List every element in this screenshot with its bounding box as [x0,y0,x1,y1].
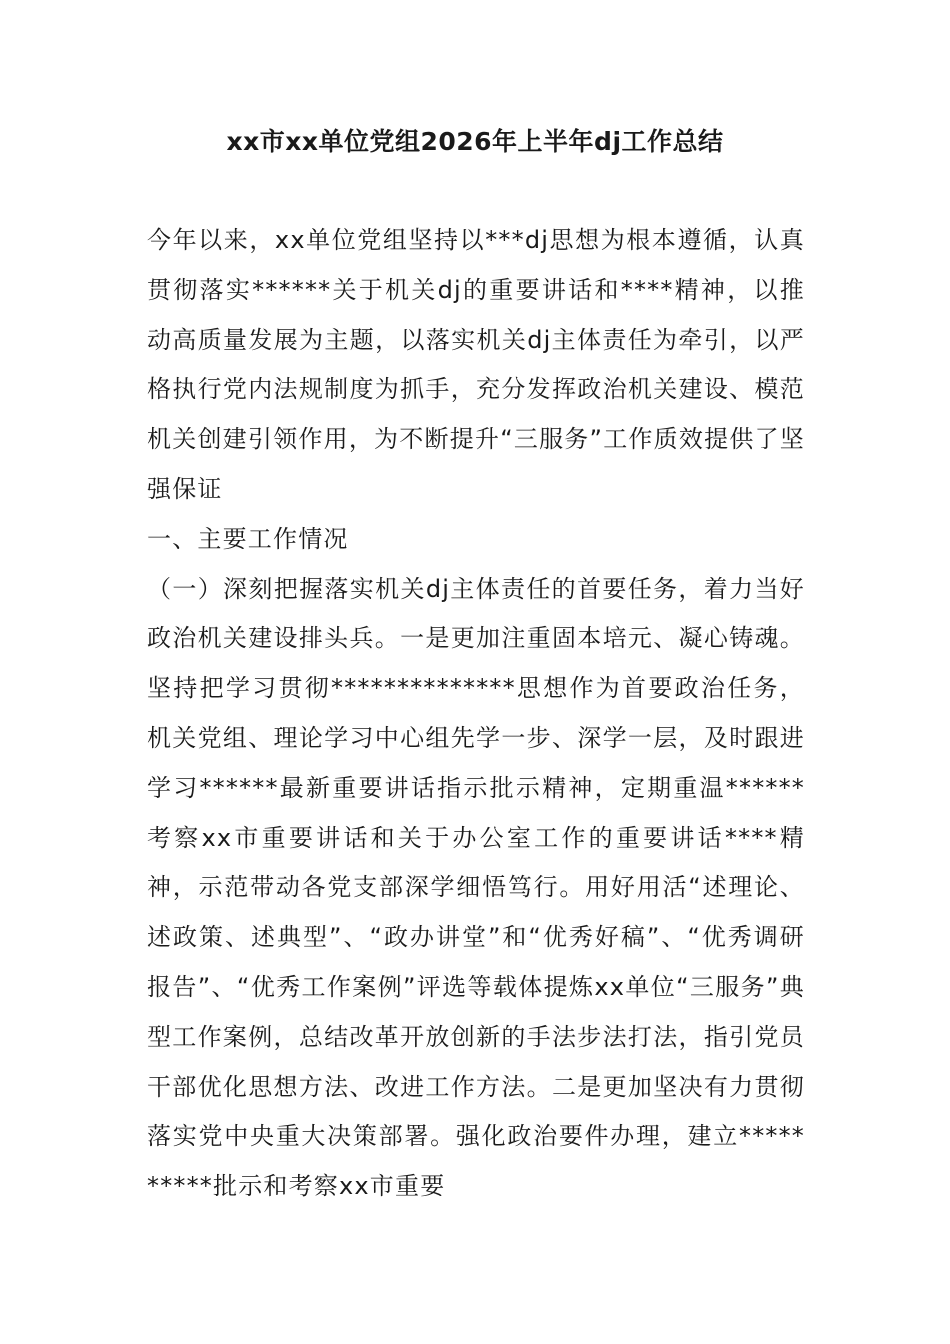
intro-paragraph: 今年以来，xx单位党组坚持以***dj思想为根本遵循，认真贯彻落实******关于机关dj的重要讲话和****精神，以推动高质量发展为主题，以落实机关dj主体责任为牵引，以严格执行党内法规制度为抓手，充分发挥政治机关建设、模范机关创建引领作用，为不断提升“三服务”工作质效提供了坚强保证 [147,226,805,503]
document-title: xx市xx单位党组2026年上半年dj工作总结 [226,127,724,156]
section-heading: 一、主要工作情况 [147,524,349,553]
section-paragraph: （一）深刻把握落实机关dj主体责任的首要任务，着力当好政治机关建设排头兵。一是更加注重固本培元、凝心铸魂。坚持把学习贯彻**************思想作为首要政治任务，机关党组、理论学习中心组先学一步、深学一层，及时跟进学习******最新重要讲话指示批示精神，定期重温******考察xx市重要讲话和关于办公室工作的重要讲话****精神，示范带动各党支部深学细悟笃行。用好用活“述理论、述政策、述典型”、“政办讲堂”和“优秀好稿”、“优秀调研报告”、“优秀工作案例”评选等载体提炼xx单位“三服务”典型工作案例，总结改革开放创新的手法步法打法，指引党员干部优化思想方法、改进工作方法。二是更加坚决有力贯彻落实党中央重大决策部署。强化政治要件办理，建立**********批示和考察xx市重要 [147,574,805,1201]
document-body [147,216,805,1212]
